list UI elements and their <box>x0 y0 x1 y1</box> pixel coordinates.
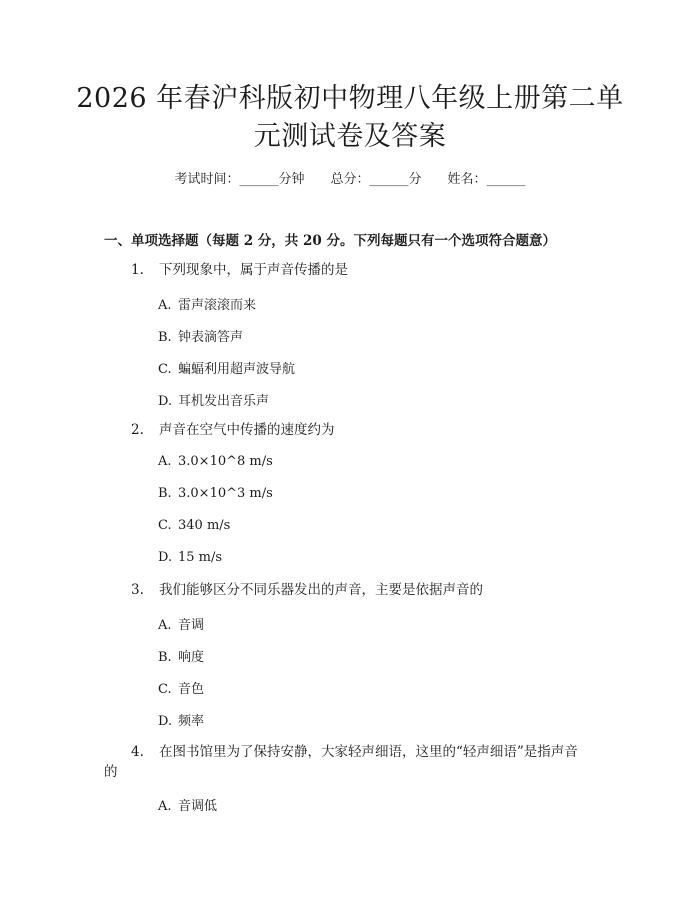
option-text: 3.0×10^3 m/s <box>178 486 273 501</box>
option-letter: A. <box>158 799 172 814</box>
option-text: 雷声滚滚而来 <box>178 298 257 313</box>
option-letter: C. <box>158 518 172 533</box>
option-text: 音调低 <box>178 799 218 814</box>
student-name-blank: ______ <box>486 172 526 187</box>
question-number: 3. <box>131 582 144 598</box>
exam-time-unit: 分钟 <box>278 172 305 187</box>
q2-option-a <box>158 454 273 469</box>
section-heading: 一、单项选择题（每题 2 分，共 20 分。下列每题只有一个选项符合题意） <box>104 233 556 249</box>
title-line-2: 元测试卷及答案 <box>253 121 447 152</box>
option-text: 音色 <box>178 682 205 697</box>
student-name-field <box>448 168 526 187</box>
total-score-blank: ______ <box>369 172 409 187</box>
q1-option-d <box>158 390 269 409</box>
option-text: 响度 <box>178 650 205 665</box>
exam-time-field <box>174 168 304 187</box>
question-number: 4. <box>131 744 144 760</box>
document-title <box>60 80 640 156</box>
question-text: 下列现象中，属于声音传播的是 <box>159 262 348 278</box>
q3-option-b <box>158 646 204 665</box>
option-letter: B. <box>158 330 172 345</box>
question-text: 我们能够区分不同乐器发出的声音，主要是依据声音的 <box>159 582 483 598</box>
q2-option-b <box>158 486 273 501</box>
option-text: 蝙蝠利用超声波导航 <box>178 362 296 377</box>
total-score-field <box>330 168 421 187</box>
exam-time-blank: ______ <box>239 172 279 187</box>
option-letter: A. <box>158 618 172 633</box>
exam-info-row <box>0 168 700 187</box>
total-score-label: 总分： <box>330 172 370 187</box>
option-letter: C. <box>158 682 172 697</box>
option-letter: A. <box>158 298 172 313</box>
option-text: 频率 <box>178 714 205 729</box>
q2-option-c <box>158 518 230 533</box>
q1-option-c <box>158 358 295 377</box>
option-text: 音调 <box>178 618 205 633</box>
option-letter: B. <box>158 486 172 501</box>
total-score-unit: 分 <box>408 172 422 187</box>
q1-option-b <box>158 326 243 345</box>
question-number: 2. <box>131 422 144 438</box>
option-text: 钟表滴答声 <box>178 330 244 345</box>
option-letter: D. <box>158 714 173 729</box>
q1-option-a <box>158 294 256 313</box>
q3-option-c <box>158 678 204 697</box>
option-text: 340 m/s <box>178 518 231 533</box>
option-letter: B. <box>158 650 172 665</box>
question-text-line-2: 的 <box>104 764 118 780</box>
option-text: 耳机发出音乐声 <box>178 394 270 409</box>
option-letter: D. <box>158 394 173 409</box>
option-letter: C. <box>158 362 172 377</box>
option-text: 3.0×10^8 m/s <box>178 454 273 469</box>
q4-option-a <box>158 795 217 814</box>
question-text-line-1: 在图书馆里为了保持安静，大家轻声细语，这里的“轻声细语”是指声音 <box>159 744 578 760</box>
q3-option-a <box>158 614 204 633</box>
q3-option-d <box>158 710 204 729</box>
exam-time-label: 考试时间： <box>174 172 240 187</box>
question-text: 声音在空气中传播的速度约为 <box>159 422 335 438</box>
option-letter: A. <box>158 454 172 469</box>
student-name-label: 姓名： <box>447 172 487 187</box>
question-number: 1. <box>131 262 144 278</box>
option-letter: D. <box>158 550 173 565</box>
option-text: 15 m/s <box>178 550 223 565</box>
title-line-1: 2026 年春沪科版初中物理八年级上册第二单 <box>76 83 624 114</box>
q2-option-d <box>158 550 222 565</box>
